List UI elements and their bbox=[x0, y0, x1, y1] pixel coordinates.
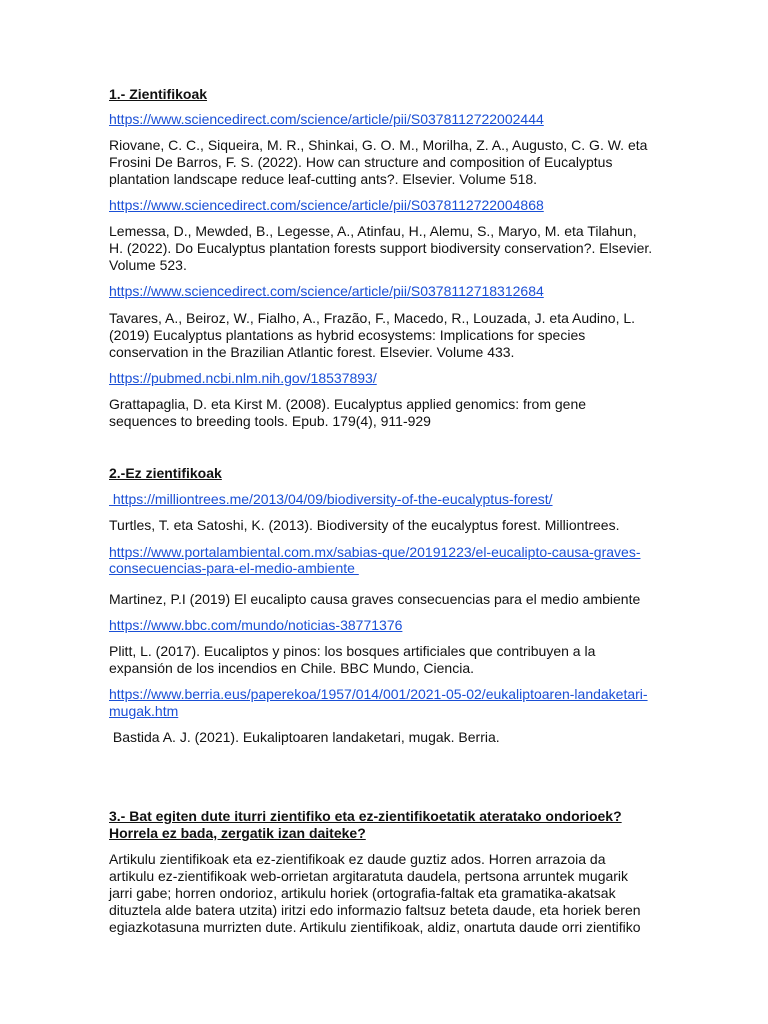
reference-link-line-2[interactable]: mugak.htm bbox=[109, 703, 179, 719]
reference-citation: Turtles, T. eta Satoshi, K. (2013). Biodiversity of the eucalyptus forest. Milliontrees. bbox=[109, 517, 620, 533]
section-1-heading: 1.- Zientifikoak bbox=[109, 86, 208, 102]
reference-citation: Tavares, A., Beiroz, W., Fialho, A., Frazão, F., Macedo, R., Louzada, J. eta Audino, L. (2019) Eucalyptus plantations as hybrid ecosystems: Implications for species conservation in the Brazilian Atlantic forest. Elsevier. Volume 433. bbox=[109, 310, 636, 360]
reference-citation: Plitt, L. (2017). Eucaliptos y pinos: los bosques artificiales que contribuyen a la expansión de los incendios en Chile. BBC Mundo, Ciencia. bbox=[109, 643, 596, 676]
reference-link[interactable]: https://www.bbc.com/mundo/noticias-38771376 bbox=[109, 617, 403, 633]
reference-link[interactable]: https://www.sciencedirect.com/science/article/pii/S0378112722002444 bbox=[109, 111, 544, 127]
section-3-body: Artikulu zientifikoak eta ez-zientifikoak ez daude guztiz ados. Horren arrazoia da artikulu ez-zientifikoak web-orrietan argitaratuta daudela, pertsona arruntek mugarik jarri gabe; horren ondorioz, artikulu horiek (ortografia-faltak eta gramatika-akatsak dituztela alde batera utzita) iritzi edo informazio faltsuz beteta daude, eta horiek beren egiazkotasuna murrizten dute. Artikulu zientifikoak, aldiz, onartuta daude orri zientifiko bbox=[109, 851, 641, 935]
reference-citation: Bastida A. J. (2021). Eukaliptoaren landaketari, mugak. Berria. bbox=[109, 729, 500, 745]
section-3-heading-line-1: 3.- Bat egiten dute iturri zientifiko eta ez-zientifikoetatik ateratako ondorioek? bbox=[109, 808, 622, 824]
reference-link-line-1[interactable]: https://www.portalambiental.com.mx/sabias-que/20191223/el-eucalipto-causa-graves- bbox=[109, 544, 641, 560]
reference-link-line-2[interactable]: consecuencias-para-el-medio-ambiente bbox=[109, 560, 359, 576]
reference-link[interactable]: https://www.sciencedirect.com/science/article/pii/S0378112722004868 bbox=[109, 197, 544, 213]
reference-citation: Lemessa, D., Mewded, B., Legesse, A., Atinfau, H., Alemu, S., Maryo, M. eta Tilahun, H. (2022). Do Eucalyptus plantation forests support biodiversity conservation?. Elsevier. Volume 523. bbox=[109, 223, 653, 273]
reference-link-line-1[interactable]: https://www.berria.eus/paperekoa/1957/014/001/2021-05-02/eukaliptoaren-landaketari- bbox=[109, 686, 648, 702]
reference-citation: Grattapaglia, D. eta Kirst M. (2008). Eucalyptus applied genomics: from gene sequences to breeding tools. Epub. 179(4), 911-929 bbox=[109, 396, 587, 429]
section-3-heading-line-2: Horrela ez bada, zergatik izan daiteke? bbox=[109, 825, 366, 841]
reference-link[interactable]: https://www.sciencedirect.com/science/article/pii/S0378112718312684 bbox=[109, 283, 544, 299]
reference-citation: Martinez, P.I (2019) El eucalipto causa graves consecuencias para el medio ambiente bbox=[109, 591, 641, 607]
section-2-heading: 2.-Ez zientifikoak bbox=[109, 465, 222, 481]
reference-link[interactable]: https://pubmed.ncbi.nlm.nih.gov/18537893/ bbox=[109, 370, 377, 386]
reference-link[interactable]: https://milliontrees.me/2013/04/09/biodiversity-of-the-eucalyptus-forest/ bbox=[109, 491, 553, 507]
reference-citation: Riovane, C. C., Siqueira, M. R., Shinkai, G. O. M., Morilha, Z. A., Augusto, C. G. W. eta Frosini De Barros, F. S. (2022). How can structure and composition of Eucalyptus plantation landscape reduce leaf-cutting ants?. Elsevier. Volume 518. bbox=[109, 137, 648, 187]
